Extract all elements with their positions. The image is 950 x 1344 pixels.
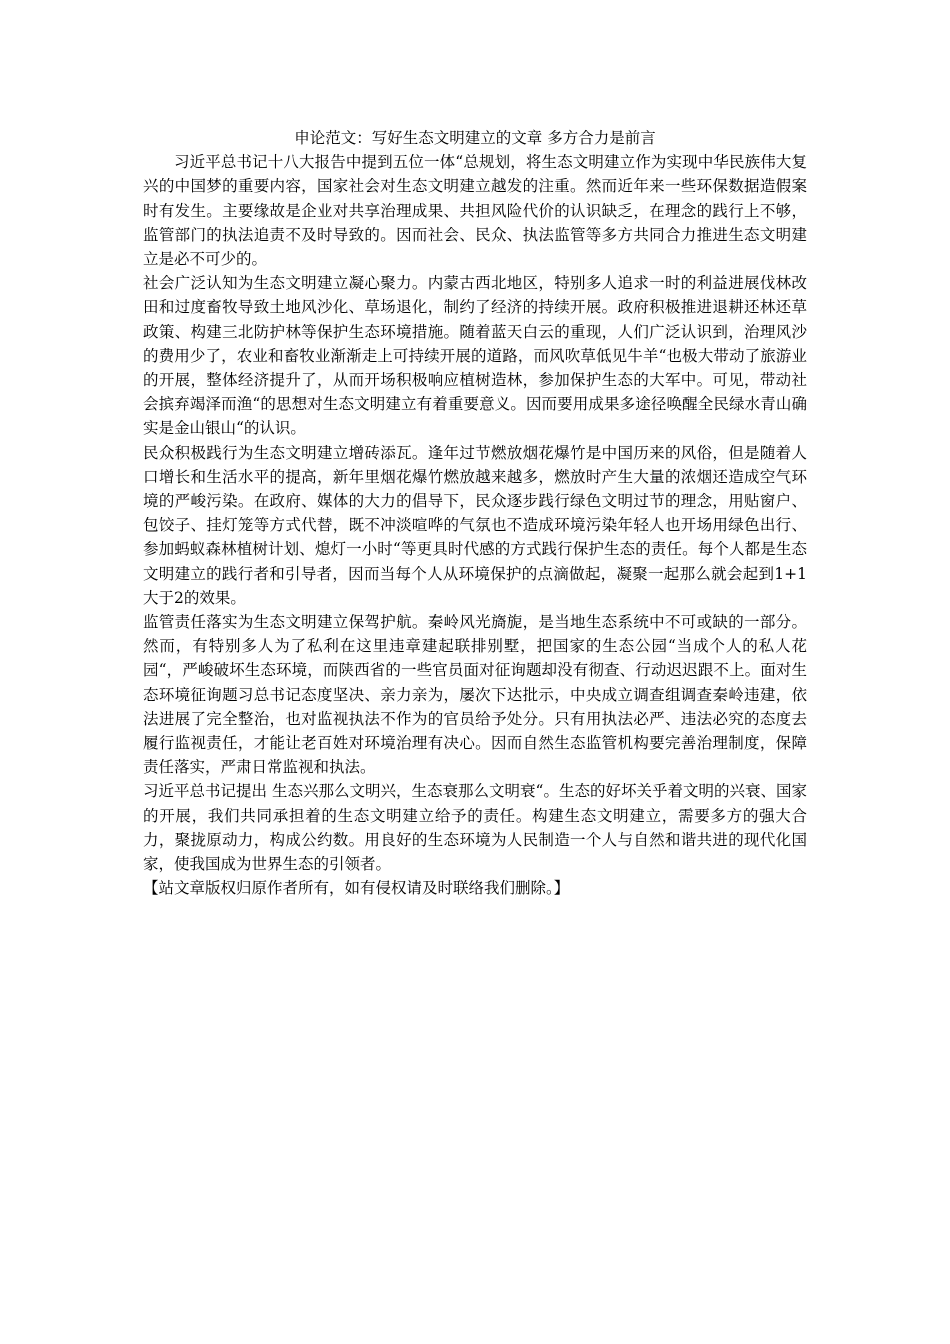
document-body — [143, 126, 807, 901]
paragraph-social-awareness: 社会广泛认知为生态文明建立凝心聚力。内蒙古西北地区，特别多人追求一时的利益进展伐林改田和过度畜牧导致土地风沙化、草场退化，制约了经济的持续开展。政府积极推进退耕还林还草政策、构建三北防护林等保护生态环境措施。随着蓝天白云的重现，人们广泛认识到，治理风沙的费用少了，农业和畜牧业渐渐走上可持续开展的道路，而风吹草低见牛羊“也极大带动了旅游业的开展，整体经济提升了，从而开场积极响应植树造林，参加保护生态的大军中。可见，带动社会摈弃竭泽而渔“的思想对生态文明建立有着重要意义。因而要用成果多途径唤醒全民绿水青山确实是金山银山“的认识。 — [143, 274, 807, 438]
paragraph-intro: 习近平总书记十八大报告中提到五位一体“总规划，将生态文明建立作为实现中华民族伟大复兴的中国梦的重要内容，国家社会对生态文明建立越发的注重。然而近年来一些环保数据造假案时有发生。主要缘故是企业对共享治理成果、共担风险代价的认识缺乏，在理念的践行上不够，监管部门的执法追责不及时导致的。因而社会、民众、执法监管等多方共同合力推进生态文明建立是必不可少的。 — [143, 153, 807, 269]
paragraph-conclusion: 习近平总书记提出 生态兴那么文明兴，生态衰那么文明衰“。生态的好坏关乎着文明的兴衰、国家的开展，我们共同承担着的生态文明建立给予的责任。构建生态文明建立，需要多方的强大合力，聚拢原动力，构成公约数。用良好的生态环境为人民制造一个人与自然和谐共进的现代化国家，使我国成为世界生态的引领者。 — [143, 782, 807, 874]
copyright-notice: 【站文章版权归原作者所有，如有侵权请及时联络我们删除。】 — [143, 879, 570, 898]
page-title: 申论范文：写好生态文明建立的文章 多方合力是前言 — [294, 129, 656, 147]
paragraph-public-practice: 民众积极践行为生态文明建立增砖添瓦。逢年过节燃放烟花爆竹是中国历来的风俗，但是随着人口增长和生活水平的提高，新年里烟花爆竹燃放越来越多，燃放时产生大量的浓烟还造成空气环境的严峻污染。在政府、媒体的大力的倡导下，民众逐步践行绿色文明过节的理念，用贴窗户、包饺子、挂灯笼等方式代替，既不冲淡喧哗的气氛也不造成环境污染年轻人也开场用绿色出行、参加蚂蚁森林植树计划、熄灯一小时“等更具时代感的方式践行保护生态的责任。每个人都是生态文明建立的践行者和引导者，因而当每个人从环境保护的点滴做起，凝聚一起那么就会起到1+1大于2的效果。 — [143, 443, 807, 607]
paragraph-supervision: 监管责任落实为生态文明建立保驾护航。秦岭风光旖旎，是当地生态系统中不可或缺的一部分。然而，有特别多人为了私利在这里违章建起联排别墅，把国家的生态公园“当成个人的私人花园“，严峻破坏生态环境，而陕西省的一些官员面对征询题却没有彻查、行动迟迟跟不上。面对生态环境征询题习总书记态度坚决、亲力亲为，屡次下达批示，中央成立调查组调查秦岭违建，依法进展了完全整治，也对监视执法不作为的官员给予处分。只有用执法必严、违法必究的态度去履行监视责任，才能让老百姓对环境治理有决心。因而自然生态监管机构要完善治理制度，保障责任落实，严肃日常监视和执法。 — [143, 613, 807, 777]
